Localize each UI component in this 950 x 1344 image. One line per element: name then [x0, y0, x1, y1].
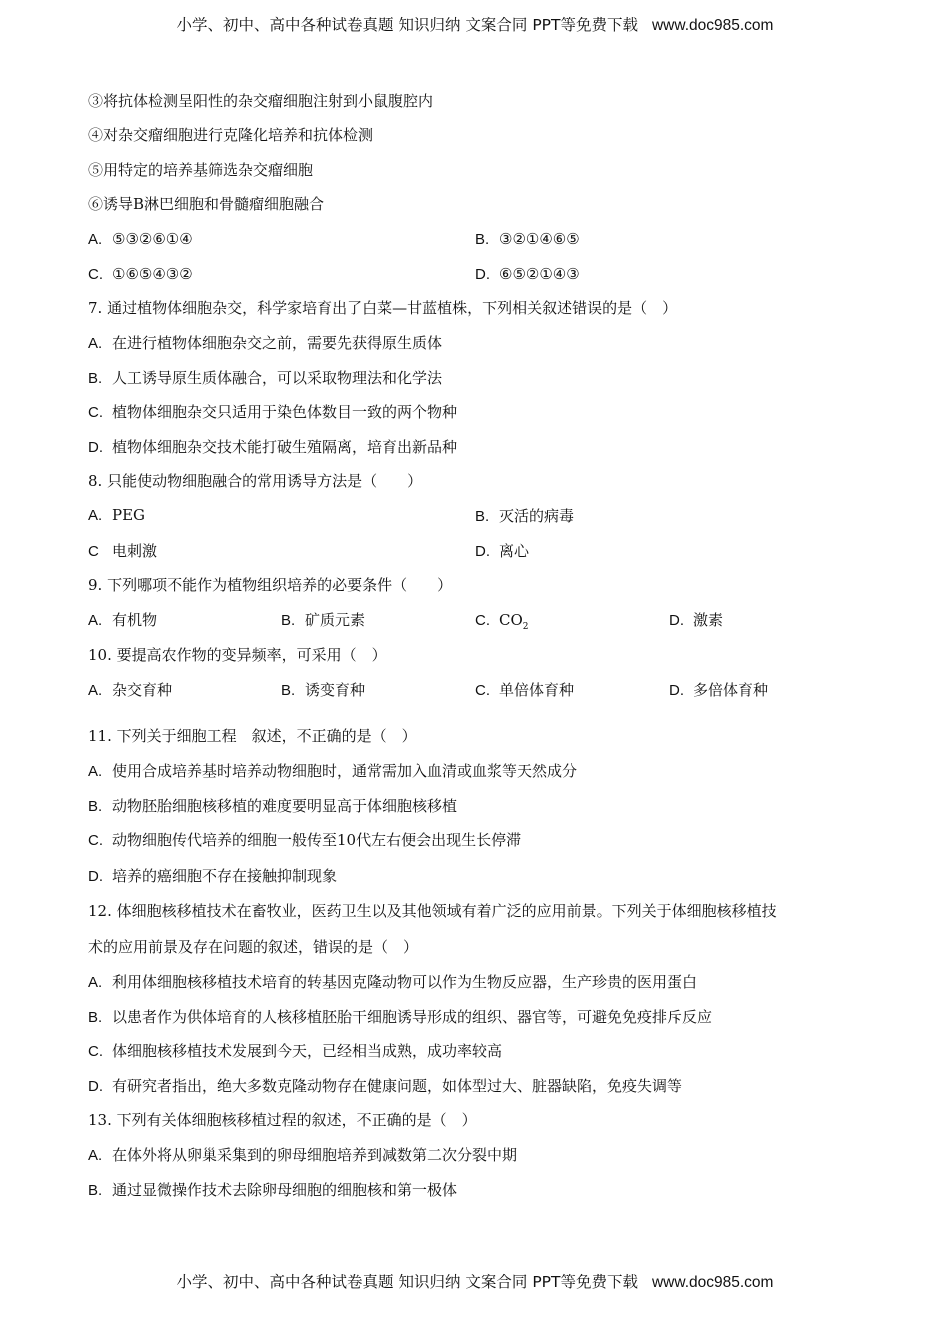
q13-option-a: A. 在体外将从卵巢采集到的卵母细胞培养到减数第二次分裂中期 — [88, 1146, 518, 1164]
q12-stem-line-1: 12. 体细胞核移植技术在畜牧业，医药卫生以及其他领域有着广泛的应用前景。下列关于体细胞核移植技 — [88, 902, 777, 920]
q10-option-c: C. 单倍体育种 — [475, 681, 575, 699]
q10-option-b: B. 诱变育种 — [281, 681, 366, 699]
step-6: ⑥诱导B淋巴细胞和骨髓瘤细胞融合 — [88, 195, 325, 213]
banner-site-link[interactable]: www.doc985.com — [651, 17, 774, 34]
q12-option-c: C. 体细胞核移植技术发展到今天，已经相当成熟，成功率较高 — [88, 1042, 503, 1060]
q12-stem-line-2: 术的应用前景及存在问题的叙述，错误的是（ ） — [88, 938, 419, 956]
footer-banner — [0, 1270, 950, 1292]
q9-option-b: B. 矿质元素 — [281, 611, 366, 629]
header-banner — [0, 13, 950, 35]
q6-option-c: C. ①⑥⑤④③② — [88, 265, 193, 283]
step-5: ⑤用特定的培养基筛选杂交瘤细胞 — [88, 161, 314, 179]
q13-stem: 13. 下列有关体细胞核移植过程的叙述，不正确的是（ ） — [88, 1111, 477, 1129]
q8-option-a: A. PEG — [88, 506, 146, 524]
q10-stem: 10. 要提高农作物的变异频率，可采用（ ） — [88, 646, 387, 664]
q8-option-c: C 电刺激 — [88, 542, 158, 560]
q11-option-b: B. 动物胚胎细胞核移植的难度要明显高于体细胞核移植 — [88, 797, 458, 815]
q7-option-c: C. 植物体细胞杂交只适用于染色体数目一致的两个物种 — [88, 403, 458, 421]
q11-option-d: D. 培养的癌细胞不存在接触抑制现象 — [88, 867, 338, 885]
q6-option-b: B. ③②①④⑥⑤ — [475, 230, 580, 248]
q7-option-a: A. 在进行植物体细胞杂交之前，需要先获得原生质体 — [88, 334, 443, 352]
q11-option-c: C. 动物细胞传代培养的细胞一般传至10代左右便会出现生长停滞 — [88, 831, 522, 849]
q9-option-a: A. 有机物 — [88, 611, 158, 629]
step-3: ③将抗体检测呈阳性的杂交瘤细胞注射到小鼠腹腔内 — [88, 92, 434, 110]
q9-stem: 9. 下列哪项不能作为植物组织培养的必要条件（ ） — [88, 576, 453, 594]
footer-site-link[interactable]: www.doc985.com — [651, 1274, 774, 1291]
q11-option-a: A. 使用合成培养基时培养动物细胞时，通常需加入血清或血浆等天然成分 — [88, 762, 578, 780]
q8-stem: 8. 只能使动物细胞融合的常用诱导方法是（ ） — [88, 472, 423, 490]
q11-stem: 11. 下列关于细胞工程 叙述，不正确的是（ ） — [88, 727, 417, 745]
q12-option-a: A. 利用体细胞核移植技术培育的转基因克隆动物可以作为生物反应器，生产珍贵的医用蛋白 — [88, 973, 698, 991]
q12-option-b: B. 以患者作为供体培育的人核移植胚胎干细胞诱导形成的组织、器官等，可避免免疫排斥反应 — [88, 1008, 713, 1026]
q6-option-d: D. ⑥⑤②①④③ — [475, 265, 580, 283]
footer-banner-text: 小学、初中、高中各种试卷真题 知识归纳 文案合同 PPT等免费下载 — [176, 1273, 638, 1291]
q8-option-b: B. 灭活的病毒 — [475, 507, 575, 525]
q7-option-b: B. 人工诱导原生质体融合，可以采取物理法和化学法 — [88, 369, 443, 387]
q10-option-d: D. 多倍体育种 — [669, 681, 769, 699]
q9-option-d: D. 激素 — [669, 611, 724, 629]
q7-stem: 7. 通过植物体细胞杂交，科学家培育出了白菜—甘蓝植株，下列相关叙述错误的是（ ） — [88, 299, 678, 317]
q8-option-d: D. 离心 — [475, 542, 530, 560]
q13-option-b: B. 通过显微操作技术去除卵母细胞的细胞核和第一极体 — [88, 1181, 458, 1199]
q10-option-a: A. 杂交育种 — [88, 681, 173, 699]
banner-text: 小学、初中、高中各种试卷真题 知识归纳 文案合同 PPT等免费下载 — [176, 16, 638, 34]
step-4: ④对杂交瘤细胞进行克隆化培养和抗体检测 — [88, 126, 374, 144]
q7-option-d: D. 植物体细胞杂交技术能打破生殖隔离，培育出新品种 — [88, 438, 458, 456]
q9-option-c: C. $CO_2$ — [475, 611, 529, 632]
q12-option-d: D. 有研究者指出，绝大多数克隆动物存在健康问题，如体型过大、脏器缺陷，免疫失调等 — [88, 1077, 683, 1095]
q6-option-a: A. ⑤③②⑥①④ — [88, 230, 193, 248]
